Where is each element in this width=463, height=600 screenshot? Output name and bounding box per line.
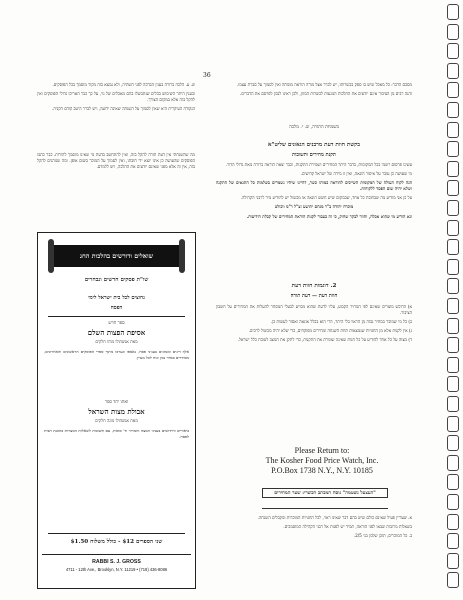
book1-title: אסיפת הפצות השלם xyxy=(87,328,146,337)
binder-ring xyxy=(447,43,459,59)
paragraph: ובענין היתר השימוש בכלים שנתבשלו בהם מאכלים של גוי, על כך כבר האריכו גדולי הפוסקים ואין להקל בזה אלא במקום הצורך. xyxy=(37,91,195,103)
book1-description: אלף דינים ומנהגים בעניני פסח, נאספו ונערכו מתוך ספרי הפוסקים הראשונים והאחרונים, מסודרים בסדר נכון ונוח לכל מעיין. xyxy=(44,349,189,360)
binder-ring xyxy=(447,180,459,196)
binder-ring xyxy=(447,435,459,451)
binder-ring xyxy=(447,514,459,530)
binder-ring xyxy=(447,474,459,490)
book2-description: ביאורים וחידושים בעניני המצה והמרור וד' כוסות, עם תשובות לשאלות המצויות בהכנת הבית לפסח. xyxy=(44,428,189,439)
paragraph: הנקודה העיקרית היא שאין לסמוך על השגחה שאינה ידועה, ויש לברר היטב קודם הקניה. xyxy=(52,106,195,112)
signature: בשמחת התורה, ש. י. מלכה xyxy=(289,125,339,130)
scroll-title: שואלים ודורשים בהלכות החג xyxy=(54,245,179,267)
paragraph: עשינו פרסום רשמי בכל המקומות, בדבר היתר המחירים ושמירת התקנות, וכבר יצאה הוראה ברורה מאת גדולי הדור. xyxy=(225,162,412,167)
binder-ring xyxy=(447,200,459,216)
binder-ring xyxy=(447,533,459,549)
binder-ring xyxy=(447,4,459,20)
section2-subheading: חוות דעת — דעת תורה xyxy=(290,293,338,299)
ad-line-2: נחוצים לכל בית ישראל לימי xyxy=(88,295,145,301)
binder-ring xyxy=(447,337,459,353)
section2-column xyxy=(216,304,412,346)
binder-ring xyxy=(447,122,459,138)
book2-subtitle: מאת אגשהולו מונה חלקים xyxy=(95,418,138,423)
binder-ring xyxy=(447,24,459,40)
please-return-block xyxy=(232,446,412,476)
paragraph: ש. ע. הלכה ברורה בענין הברכה לפני השתיה, ולא נמצא בזה מקור מוסמך בכל הפוסקים. xyxy=(52,82,195,87)
binder-ring xyxy=(447,63,459,79)
page-number: 36 xyxy=(203,72,211,79)
binder-ring xyxy=(447,357,459,373)
please-return-label: Please Return to: xyxy=(294,446,350,455)
right-subheading: תקנת מחירים ותשובות xyxy=(292,152,336,158)
paragraph: א. שעדיין פעיל שאינם כולם שיש בהם דבר שאינו ראוי, לכל החנויות המוכרות ומקבלים השגחה. xyxy=(257,515,412,520)
binder-ring xyxy=(447,455,459,471)
left-mid-column xyxy=(37,152,195,173)
binder-ring xyxy=(447,102,459,118)
binder-ring xyxy=(447,82,459,98)
binder-ring xyxy=(447,396,459,412)
boxed-notice: "העצעל נשטמה" נוסח המכתב הכשרי: שער המחירים xyxy=(262,488,388,498)
binder-ring xyxy=(447,161,459,177)
binder-ring xyxy=(447,298,459,314)
ad-divider xyxy=(48,316,185,317)
price-line: שני הספרים $12 - כולל משלוח $1.50 xyxy=(70,539,163,545)
please-return-org: The Kosher Food Price Watch, Inc. xyxy=(265,456,379,465)
paragraph: על כן אני מודיע מה שבחובת כל אחד, שבמקום שיש חשש הונאה או מכשול יש להודיע מיד לרבני הקהילה. xyxy=(240,195,412,201)
bottom-right-column xyxy=(216,515,412,542)
scroll-roll-right xyxy=(179,239,185,273)
binder-ring xyxy=(447,376,459,392)
paragraph: והנה רבים מן הציבור אינם יודעים את ההלכות הנוגעות לכשרות המזון, ולכן ראינו לנכון לפרסם את הדברים. xyxy=(239,91,412,97)
paragraph: מה שהשגחתי אין דעת תורה להקל בזה, ואין להתחשב בדעת מי שאינו מוסמך להורות. כבר כתבו הפוסקים שהעושה כן אינו יוצא ידי חובתו, ואין לסמוך על המוכר בשום אופן. ומה שנוהגים להקל בזה, אין זה אלא מפני שאינם יודעים את ההלכה, ויש ללמדם. xyxy=(37,152,195,170)
right-heading: בקשת חוות דעת מרבנים הגאונים שליט"א xyxy=(268,142,360,148)
left-top-column xyxy=(37,82,195,115)
ad-divider xyxy=(48,533,185,534)
paragraph: מי שעושה כן עובר על איסור הונאה, ואין זו מידה של ישראל קדושים. xyxy=(300,171,412,177)
paragraph-bold: הנה לקוח העולה של המקומות השייכים להוראה כמותו כשר, דהיינו שיהיו נשמרים בשלמות כל התנאים של התקנה ושלא יהיה שום הפסד ללקוחות. xyxy=(216,180,412,192)
paragraph: ג) אין לקנות אלא מן החנויות שנמצאות תחת השגחה ומחירים מפוקחים, כדי שלא יהיה מכשול לרבים. xyxy=(248,328,412,334)
book-advertisement xyxy=(37,232,196,589)
author-line: מוכרח יהודה ב"ר מנחם יהושע זצ"ל ר"מ ווכולט xyxy=(274,204,354,210)
book2-title: אבולת מצות השראל xyxy=(88,407,145,416)
binder-ring xyxy=(447,259,459,275)
binder-rings xyxy=(443,4,461,596)
binder-ring xyxy=(447,318,459,334)
section2-heading: 2. דוגמות חוות דעת xyxy=(291,283,337,289)
binder-ring xyxy=(447,220,459,236)
book1-subtitle: מאת אגשהולו מוהו חלקים xyxy=(95,339,138,344)
ad-line-1: שו"ת פסקים חדשים ונבחרים xyxy=(84,277,149,283)
publisher-address: 4711 - 12th Ave., Brooklyn, N.Y. 11219 • (718) 436-8086 xyxy=(65,567,168,572)
publisher-block xyxy=(42,554,191,572)
book2-label: ואתו יחד ספר xyxy=(104,400,129,405)
paragraph: ב. כל המוכרים, תוכן שלמן בני 2/5. xyxy=(353,533,412,539)
paragraph: א) הרוכש מוצרים שאינם לפי המחיר הקבוע, עליו לדעת שהוא מסייע לבעלי המסחר להעלות את המחירים על חשבון הציבור. xyxy=(216,304,412,316)
binder-ring xyxy=(447,572,459,588)
divider xyxy=(262,508,388,509)
binder-ring xyxy=(447,416,459,432)
scroll-banner xyxy=(48,239,185,273)
book1-label: ספר חדש xyxy=(108,321,125,326)
paragraph: ד) מצוה על כל אחד להודיע על כל חנות שאינה שומרת את התקנות, כדי לתקן את המצב לטובת כלל ישראל. xyxy=(237,337,412,343)
binder-ring xyxy=(447,278,459,294)
binder-ring xyxy=(447,553,459,569)
binder-ring xyxy=(447,494,459,510)
publisher-name: RABBI S. J. GROSS xyxy=(92,559,141,565)
binder-ring xyxy=(447,239,459,255)
paragraph-bold: ונא הודיע מי שהוא אכלה, וחוזר לבקר שחוק, כי זה בעבור לקנות הוראת המחירים של קבלת הידיעות. xyxy=(246,213,412,219)
right-mid-column xyxy=(216,162,412,223)
ad-line-3: הפסח xyxy=(110,305,123,311)
right-top-column xyxy=(216,82,412,100)
paragraph: מסכם הדבר: כל מאכל שיש בו ספק בכשרותו, יש לברר אצל מורה הוראה מומחה ואין לסמוך על סברת עצמו. xyxy=(236,82,412,87)
paragraph: ב) כל מי שמוכר במחיר גבוה מן הראוי בלי היתר, הרי הוא בכלל אונאה ואסור לעשות כן. xyxy=(270,319,412,325)
paragraph: בשאלות מרובות שבאו לפני הוראה, תמיד יש לפנות אל רבני הקהילה המוסמכים. xyxy=(283,524,412,530)
binder-ring xyxy=(447,141,459,157)
please-return-address: P.O.Box 1738 N.Y., N.Y. 10185 xyxy=(271,466,373,475)
